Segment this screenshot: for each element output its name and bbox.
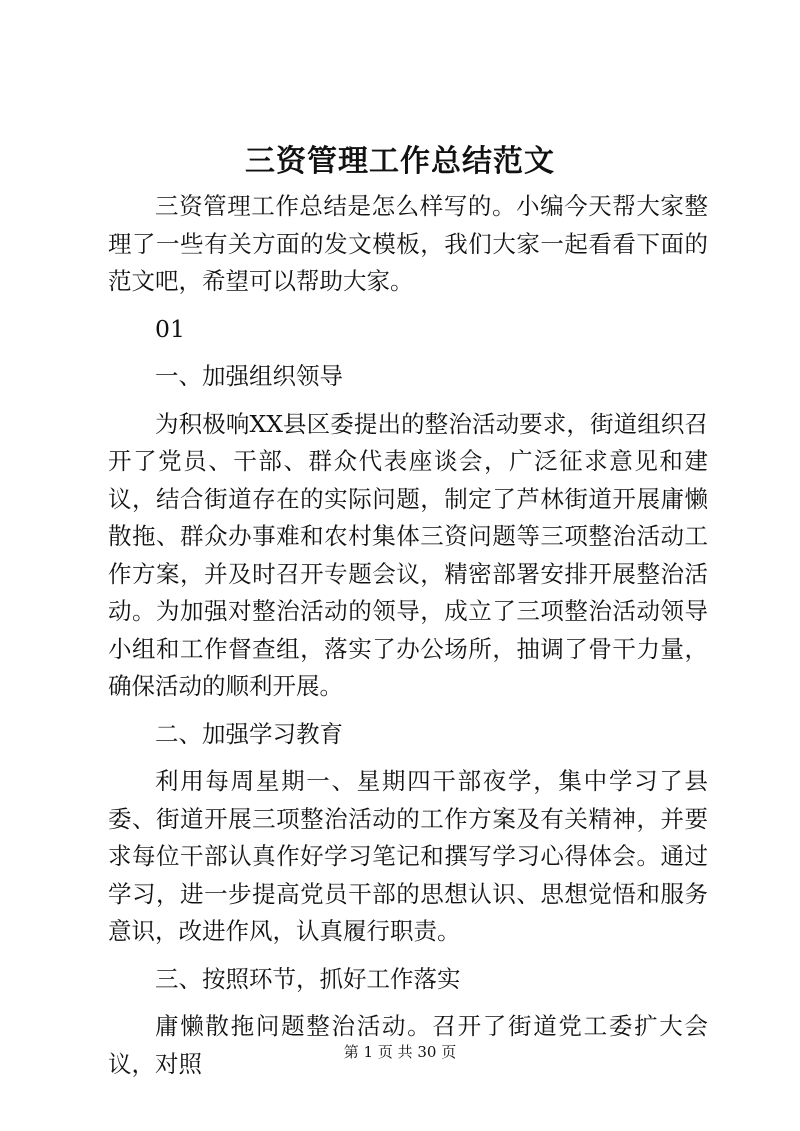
section-paragraph-2: 利用每周星期一、星期四干部夜学，集中学习了县委、街道开展三项整治活动的工作方案及有关精神，并要求每位干部认真作好学习笔记和撰写学习心得体会。通过学习，进一步提高党员干部的思想认识、思想觉悟和服务意识，改进作风，认真履行职责。 [108, 767, 708, 945]
intro-paragraph: 三资管理工作总结是怎么样写的。小编今天帮大家整理了一些有关方面的发文模板，我们大家一起看看下面的范文吧，希望可以帮助大家。 [108, 192, 708, 295]
document-title: 三资管理工作总结范文 [245, 144, 555, 179]
section-heading-1: 一、加强组织领导 [155, 362, 343, 390]
section-heading-3: 三、按照环节，抓好工作落实 [155, 964, 461, 993]
section-paragraph-3: 庸懒散拖问题整治活动。召开了街道党工委扩大会议，对照 [108, 1012, 708, 1078]
page-footer: 第 1 页 共 30 页 [343, 1043, 457, 1061]
section-paragraph-1: 为积极响XX县区委提出的整治活动要求，街道组织召开了党员、干部、群众代表座谈会，广泛征求意见和建议，结合街道存在的实际问题，制定了芦林街道开展庸懒散拖、群众办事难和农村集体三资问题等三项整治活动工作方案，并及时召开专题会议，精密部署安排开展整治活动。为加强对整治活动的领导，成立了三项整治活动领导小组和工作督查组，落实了办公场所，抽调了骨干力量，确保活动的顺利开展。 [108, 409, 708, 700]
section-number: 01 [155, 314, 185, 343]
document-body [108, 188, 708, 1093]
section-heading-2: 二、加强学习教育 [155, 719, 343, 748]
